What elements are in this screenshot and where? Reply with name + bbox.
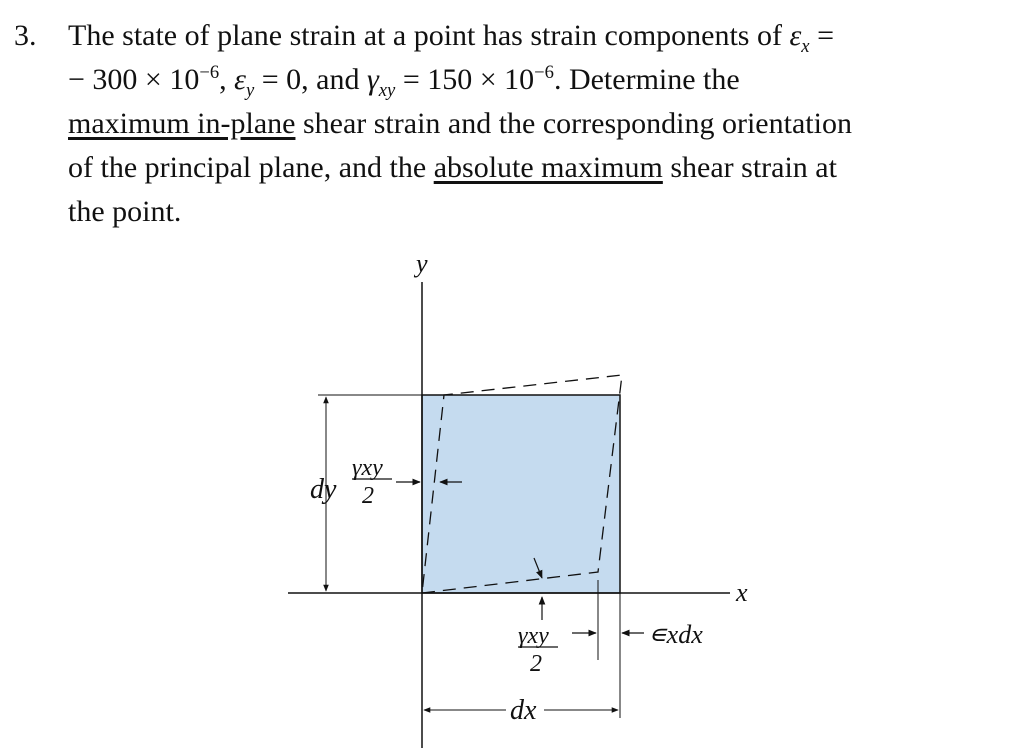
problem-line-2: − $300 \times 10^{-6}$, $\varepsilon_y = 0$, and $\gamma_{xy} = 150 \times 10^{-6}$. Determine the — [68, 62, 740, 101]
problem-line-5: the point. — [68, 195, 182, 228]
max-in-plane-underlined: maximum in-plane — [68, 107, 296, 140]
x-axis-label: x — [736, 578, 748, 607]
gamma-half-bottom-numerator: γxy — [518, 623, 549, 649]
epsilon-x-dx-label: ∊xdx — [648, 620, 703, 649]
gamma-half-left-numerator: γxy — [352, 455, 383, 481]
dy-label: dy — [310, 474, 337, 505]
problem-line-3: maximum in-plane shear strain and the corresponding orientation — [68, 107, 852, 140]
gamma-half-bottom-denominator: 2 — [530, 651, 542, 677]
problem-line-1: 3. The state of plane strain at a point has strain components of $\varepsilon_x$ = — [14, 14, 1014, 58]
problem-line-4: of the principal plane, and the absolute maximum shear strain at — [68, 151, 837, 184]
absolute-max-underlined: absolute maximum — [433, 151, 663, 184]
dx-label: dx — [510, 695, 537, 726]
problem-number: 3. — [14, 19, 37, 52]
strain-element-square — [422, 395, 620, 593]
gamma-half-left-denominator: 2 — [362, 483, 374, 509]
y-axis-label: y — [416, 249, 428, 278]
